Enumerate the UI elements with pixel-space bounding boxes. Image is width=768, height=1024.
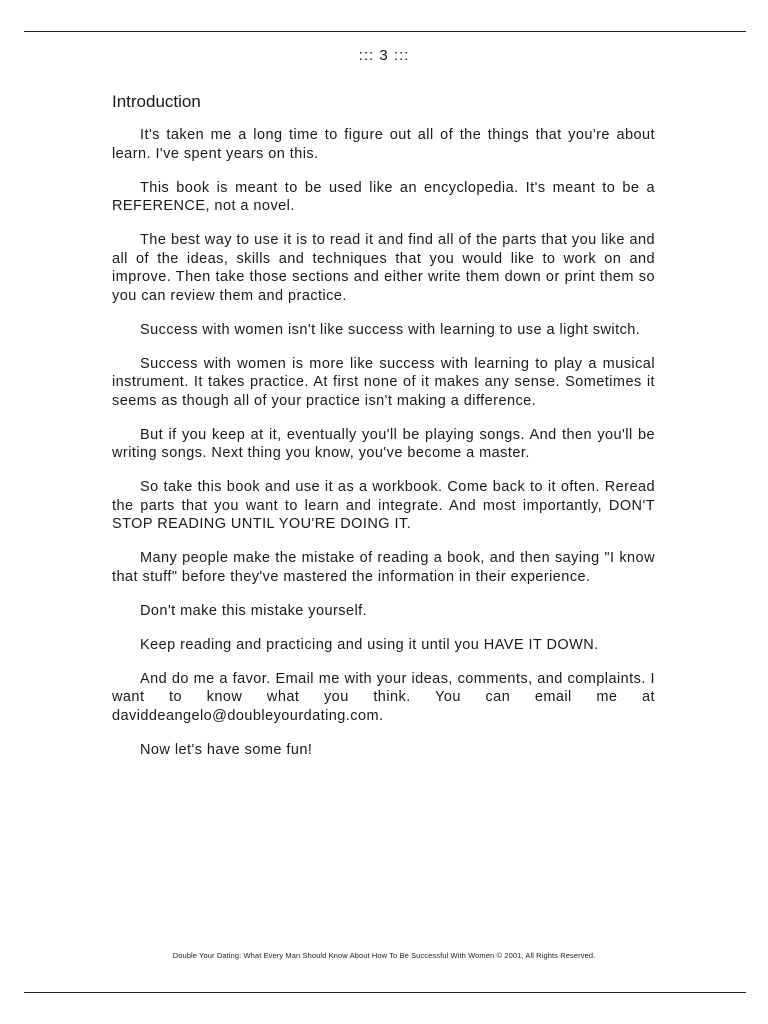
bottom-rule bbox=[24, 992, 746, 993]
page-number: ::: 3 ::: bbox=[358, 47, 410, 64]
paragraph: The best way to use it is to read it and find all of the parts that you like and all of the ideas, skills and techniques that you would like to work on and improve. Then take those sections and either write them down or print them so you can review them and practice. bbox=[112, 232, 655, 304]
top-rule bbox=[24, 31, 746, 32]
copyright-footer: Double Your Dating: What Every Man Should Know About How To Be Successful With Women © 2001, All Rights Reserved. bbox=[172, 951, 596, 960]
paragraph: And do me a favor. Email me with your ideas, comments, and complaints. I want to know what you think. You can email me at daviddeangelo@doubleyourdating.com. bbox=[112, 670, 655, 724]
paragraph: It's taken me a long time to figure out all of the things that you're about learn. I've spent years on this. bbox=[112, 127, 655, 162]
paragraph: But if you keep at it, eventually you'll be playing songs. And then you'll be writing songs. Next thing you know, you've become a master. bbox=[112, 426, 655, 461]
document-body bbox=[112, 90, 655, 775]
paragraph: Many people make the mistake of reading a book, and then saying "I know that stuff" before they've mastered the information in their experience. bbox=[112, 550, 655, 585]
paragraph: Keep reading and practicing and using it until you HAVE IT DOWN. bbox=[140, 636, 599, 653]
paragraph: Don't make this mistake yourself. bbox=[140, 602, 368, 619]
paragraph: Success with women isn't like success with learning to use a light switch. bbox=[140, 321, 641, 338]
section-heading: Introduction bbox=[112, 92, 201, 111]
paragraph: So take this book and use it as a workbook. Come back to it often. Reread the parts that you want to learn and integrate. And most importantly, DON'T STOP READING UNTIL YOU'RE DOING IT. bbox=[112, 479, 656, 532]
paragraph: Success with women is more like success with learning to play a musical instrument. It takes practice. At first none of it makes any sense. Sometimes it seems as though all of your practice isn't making a difference. bbox=[112, 355, 655, 409]
paragraph: Now let's have some fun! bbox=[140, 741, 313, 758]
paragraph: This book is meant to be used like an encyclopedia. It's meant to be a REFERENCE, not a novel. bbox=[112, 179, 655, 214]
